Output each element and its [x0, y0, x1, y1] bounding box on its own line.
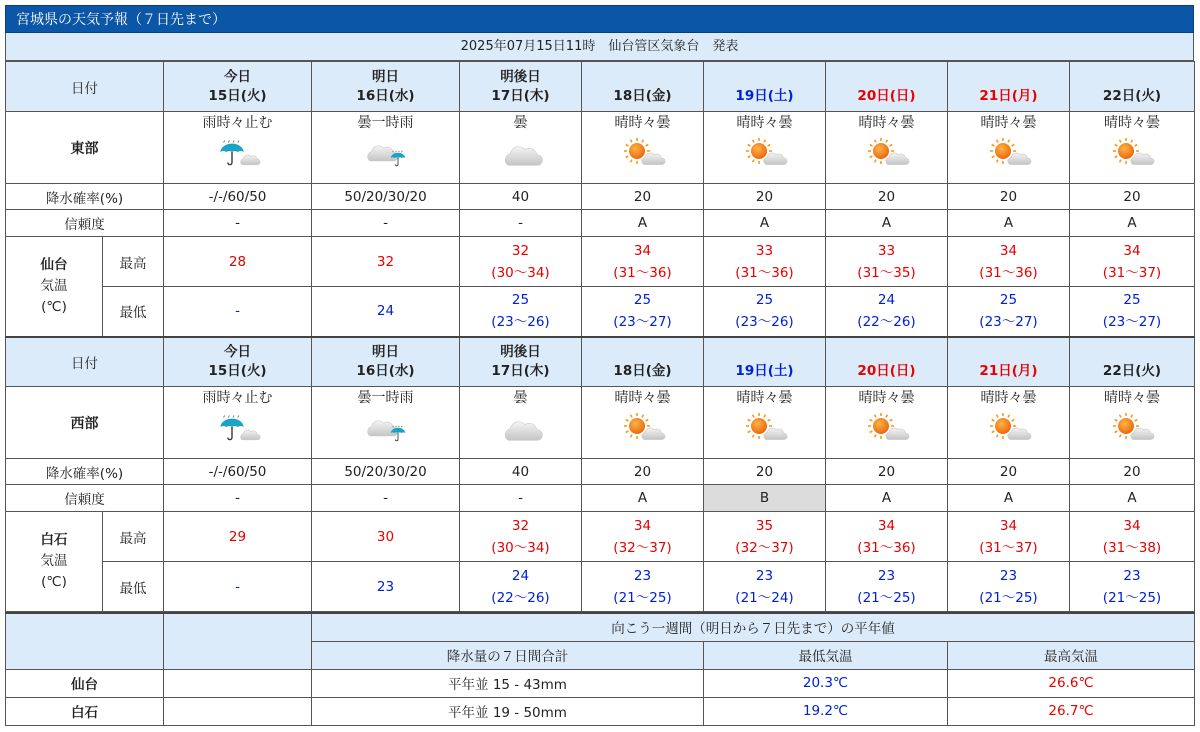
day-date: 20日(日) [857, 362, 916, 379]
day-date: 15日(火) [208, 87, 267, 104]
reliability-value: A [704, 210, 826, 237]
max-temp-cell [460, 512, 582, 562]
rain-umbrella-cloud-icon [212, 411, 264, 445]
min-temp-range: (23〜27) [1102, 314, 1162, 331]
min-temp-cell [312, 562, 460, 612]
min-temp-cell [582, 562, 704, 612]
pop-value: 20 [1070, 184, 1195, 210]
sun-cloud-icon [617, 136, 669, 170]
min-temp-cell [312, 287, 460, 337]
reliability-value: A [948, 485, 1070, 512]
normals-table [5, 612, 1195, 726]
min-temp-value: 23 [1123, 567, 1141, 584]
weather-row [6, 112, 1195, 184]
min-temp-value: 23 [633, 567, 652, 584]
weather-text: 曇 [513, 115, 528, 131]
issued-info: 2025年07月15日11時 仙台管区気象台 発表 [5, 33, 1194, 61]
max-temp-range: (31〜37) [1102, 264, 1162, 281]
pop-value: 40 [460, 459, 582, 485]
min-temp-range: (23〜26) [735, 314, 794, 331]
max-temp-value: 33 [755, 242, 774, 259]
min-temp-cell [460, 562, 582, 612]
city-temp-label [6, 237, 103, 337]
region-name: 東部 [6, 112, 164, 184]
city-temp-label [6, 512, 103, 612]
min-temp-cell [1070, 287, 1195, 337]
max-temp-range: (31〜36) [979, 264, 1038, 281]
weather-text: 雨時々止む [202, 115, 273, 131]
normals-blank [6, 613, 164, 669]
max-label: 最高 [103, 237, 164, 287]
max-temp-value: 34 [633, 517, 652, 534]
day-date: 22日(火) [1102, 87, 1162, 104]
reliability-value: A [582, 210, 704, 237]
pop-value: 20 [826, 184, 948, 210]
day-header [582, 337, 704, 387]
max-temp-value: 32 [511, 517, 530, 534]
normals-precip: 平年並 15 - 43mm [312, 669, 704, 697]
min-temp-range: (21〜25) [613, 589, 672, 606]
normals-city: 仙台 [6, 669, 164, 697]
min-temp-value: 23 [999, 567, 1018, 584]
day-header [1070, 337, 1195, 387]
day-header [826, 62, 948, 112]
min-temp-row [6, 287, 1195, 337]
day-header [164, 337, 312, 387]
normals-row [6, 669, 1195, 697]
page-title: 宮城県の天気予報（７日先まで） [5, 5, 1194, 33]
pop-value: 20 [582, 184, 704, 210]
max-temp-cell [948, 237, 1070, 287]
max-temp-cell [826, 237, 948, 287]
day-label: 明日 [372, 343, 399, 360]
normals-blank [164, 669, 312, 697]
normals-city: 白石 [6, 697, 164, 725]
cloud-umbrella-icon [360, 136, 412, 170]
pop-value: 20 [704, 184, 826, 210]
day-date: 17日(木) [491, 362, 550, 379]
sun-cloud-icon [617, 411, 669, 445]
pop-label: 降水確率(%) [6, 459, 164, 485]
normals-precip: 平年並 19 - 50mm [312, 697, 704, 725]
day-header [460, 62, 582, 112]
max-temp-value: 29 [228, 528, 247, 545]
day-date: 18日(金) [613, 87, 672, 104]
weather-cell [948, 387, 1070, 459]
min-temp-range: (21〜25) [979, 589, 1038, 606]
reliability-row [6, 485, 1195, 512]
normals-blank [164, 613, 312, 669]
weather-cell [164, 112, 312, 184]
day-label: 明後日 [500, 343, 541, 360]
date-header-label: 日付 [6, 62, 164, 112]
reliability-value: A [826, 485, 948, 512]
max-temp-cell [704, 512, 826, 562]
max-temp-cell [164, 237, 312, 287]
weather-cell [1070, 387, 1195, 459]
min-temp-cell [164, 287, 312, 337]
min-temp-range: (23〜27) [979, 314, 1038, 331]
pop-value: 20 [704, 459, 826, 485]
weather-text: 晴時々曇 [980, 390, 1037, 406]
day-label: 今日 [224, 68, 251, 85]
reliability-value: - [312, 485, 460, 512]
max-temp-range: (30〜34) [491, 264, 550, 281]
max-temp-value: 35 [755, 517, 774, 534]
region-name: 西部 [6, 387, 164, 459]
min-temp-value: 23 [877, 567, 896, 584]
max-temp-value: 34 [999, 242, 1018, 259]
pop-value: 20 [1070, 459, 1195, 485]
day-label: 明後日 [500, 68, 541, 85]
date-header-row [6, 337, 1195, 387]
weather-cell [460, 387, 582, 459]
forecast-table [5, 61, 1195, 612]
pop-value: 50/20/30/20 [312, 184, 460, 210]
weather-text: 雨時々止む [202, 390, 273, 406]
reliability-value: - [164, 485, 312, 512]
reliability-value: A [948, 210, 1070, 237]
min-temp-range: (23〜26) [491, 314, 550, 331]
min-temp-value: 24 [877, 292, 896, 309]
weather-text: 曇 [513, 390, 528, 406]
day-date: 15日(火) [208, 362, 267, 379]
cloud-icon [495, 136, 547, 170]
reliability-value: - [312, 210, 460, 237]
weather-cell [948, 112, 1070, 184]
reliability-row [6, 210, 1195, 237]
weather-text: 晴時々曇 [614, 390, 671, 406]
sun-cloud-icon [739, 411, 791, 445]
normals-title-row [6, 613, 1195, 641]
min-temp-value: 25 [999, 292, 1018, 309]
day-header [312, 62, 460, 112]
day-header [460, 337, 582, 387]
pop-value: 20 [582, 459, 704, 485]
max-temp-cell [582, 512, 704, 562]
min-temp-value: - [235, 578, 240, 595]
max-temp-range: (31〜35) [857, 264, 916, 281]
weather-text: 晴時々曇 [980, 115, 1037, 131]
weather-cell [826, 112, 948, 184]
max-temp-value: 30 [376, 528, 395, 545]
normals-min: 20.3℃ [704, 669, 948, 697]
max-label: 最高 [103, 512, 164, 562]
pop-value: 50/20/30/20 [312, 459, 460, 485]
weather-cell [704, 112, 826, 184]
day-date: 21日(月) [979, 362, 1038, 379]
reliability-label: 信頼度 [6, 485, 164, 512]
normals-max: 26.6℃ [948, 669, 1195, 697]
weather-row [6, 387, 1195, 459]
reliability-value: A [826, 210, 948, 237]
weather-cell [1070, 112, 1195, 184]
min-temp-cell [582, 287, 704, 337]
min-label: 最低 [103, 287, 164, 337]
normals-col-max: 最高気温 [948, 641, 1195, 669]
day-date: 19日(土) [735, 87, 794, 104]
temp-label: 気温 [40, 277, 68, 294]
pop-row [6, 459, 1195, 485]
weather-cell [582, 387, 704, 459]
day-date: 20日(日) [857, 87, 916, 104]
max-temp-range: (30〜34) [491, 539, 550, 556]
pop-value: 20 [948, 184, 1070, 210]
max-temp-range: (31〜38) [1102, 539, 1162, 556]
reliability-value: - [460, 485, 582, 512]
max-temp-range: (32〜37) [735, 539, 794, 556]
sun-cloud-icon [983, 136, 1035, 170]
pop-value: 20 [948, 459, 1070, 485]
max-temp-value: 28 [228, 253, 247, 270]
max-temp-cell [948, 512, 1070, 562]
forecast-panel [5, 5, 1194, 726]
reliability-value: - [460, 210, 582, 237]
min-temp-value: 24 [376, 303, 395, 320]
day-date: 16日(水) [356, 362, 415, 379]
day-header [164, 62, 312, 112]
max-temp-cell [164, 512, 312, 562]
min-temp-range: (21〜25) [1102, 589, 1162, 606]
min-temp-cell [948, 562, 1070, 612]
weather-text: 晴時々曇 [858, 390, 915, 406]
date-header-row [6, 62, 1195, 112]
min-temp-range: (22〜26) [491, 589, 550, 606]
sun-cloud-icon [983, 411, 1035, 445]
min-temp-range: (23〜27) [613, 314, 672, 331]
weather-cell [312, 387, 460, 459]
min-temp-cell [1070, 562, 1195, 612]
rain-umbrella-cloud-icon [212, 136, 264, 170]
min-temp-value: 25 [511, 292, 530, 309]
min-temp-value: - [235, 303, 240, 320]
max-temp-cell [704, 237, 826, 287]
max-temp-cell [1070, 237, 1195, 287]
normals-max: 26.7℃ [948, 697, 1195, 725]
min-temp-value: 24 [511, 567, 530, 584]
day-header [704, 337, 826, 387]
min-temp-range: (21〜25) [857, 589, 916, 606]
max-temp-cell [312, 237, 460, 287]
weather-text: 晴時々曇 [614, 115, 671, 131]
normals-min: 19.2℃ [704, 697, 948, 725]
min-temp-value: 23 [376, 578, 395, 595]
max-temp-range: (31〜37) [979, 539, 1038, 556]
weather-text: 晴時々曇 [1104, 390, 1160, 406]
max-temp-value: 34 [999, 517, 1018, 534]
weather-text: 晴時々曇 [736, 115, 793, 131]
pop-value: -/-/60/50 [164, 184, 312, 210]
weather-cell [164, 387, 312, 459]
sun-cloud-icon [1106, 411, 1158, 445]
max-temp-cell [582, 237, 704, 287]
min-temp-range: (21〜24) [735, 589, 794, 606]
min-temp-cell [704, 287, 826, 337]
max-temp-cell [1070, 512, 1195, 562]
weather-text: 曇一時雨 [357, 115, 414, 131]
max-temp-row [6, 237, 1195, 287]
max-temp-value: 34 [1123, 242, 1141, 259]
pop-value: 40 [460, 184, 582, 210]
min-temp-row [6, 562, 1195, 612]
min-label: 最低 [103, 562, 164, 612]
min-temp-cell [164, 562, 312, 612]
pop-label: 降水確率(%) [6, 184, 164, 210]
min-temp-cell [948, 287, 1070, 337]
day-header [948, 337, 1070, 387]
min-temp-value: 25 [1123, 292, 1141, 309]
day-label: 明日 [372, 68, 399, 85]
max-temp-value: 33 [877, 242, 896, 259]
reliability-value: - [164, 210, 312, 237]
min-temp-cell [704, 562, 826, 612]
day-header [1070, 62, 1195, 112]
max-temp-value: 34 [877, 517, 896, 534]
max-temp-value: 32 [511, 242, 530, 259]
weather-text: 晴時々曇 [736, 390, 793, 406]
weather-text: 晴時々曇 [858, 115, 915, 131]
cloud-umbrella-icon [360, 411, 412, 445]
min-temp-value: 25 [633, 292, 652, 309]
sun-cloud-icon [861, 411, 913, 445]
weather-cell [312, 112, 460, 184]
city-name: 白石 [40, 532, 68, 548]
reliability-value: A [1070, 210, 1195, 237]
weather-text: 曇一時雨 [357, 390, 414, 406]
max-temp-range: (31〜36) [735, 264, 794, 281]
min-temp-value: 25 [755, 292, 774, 309]
day-header [826, 337, 948, 387]
day-date: 22日(火) [1102, 362, 1162, 379]
max-temp-value: 32 [376, 253, 395, 270]
temp-unit: (℃) [41, 574, 67, 590]
max-temp-cell [826, 512, 948, 562]
normals-title: 向こう一週間（明日から７日先まで）の平年値 [312, 613, 1195, 641]
day-date: 18日(金) [613, 362, 672, 379]
weather-cell [826, 387, 948, 459]
weather-text: 晴時々曇 [1104, 115, 1160, 131]
pop-row [6, 184, 1195, 210]
normals-col-min: 最低気温 [704, 641, 948, 669]
min-temp-cell [826, 562, 948, 612]
temp-unit: (℃) [41, 298, 67, 315]
normals-col-precip: 降水量の７日間合計 [312, 641, 704, 669]
max-temp-value: 34 [633, 242, 652, 259]
normals-row [6, 697, 1195, 725]
date-header-label: 日付 [6, 337, 164, 387]
day-header [948, 62, 1070, 112]
weather-cell [704, 387, 826, 459]
max-temp-range: (32〜37) [613, 539, 672, 556]
min-temp-cell [460, 287, 582, 337]
day-date: 21日(月) [979, 87, 1038, 104]
city-name: 仙台 [40, 256, 68, 273]
pop-value: 20 [826, 459, 948, 485]
weather-cell [582, 112, 704, 184]
sun-cloud-icon [861, 136, 913, 170]
max-temp-range: (31〜36) [613, 264, 672, 281]
reliability-label: 信頼度 [6, 210, 164, 237]
min-temp-range: (22〜26) [857, 314, 916, 331]
pop-value: -/-/60/50 [164, 459, 312, 485]
max-temp-row [6, 512, 1195, 562]
day-header [704, 62, 826, 112]
temp-label: 気温 [40, 553, 68, 569]
reliability-value: A [1070, 485, 1195, 512]
max-temp-cell [312, 512, 460, 562]
max-temp-cell [460, 237, 582, 287]
reliability-value: B [704, 485, 826, 512]
max-temp-value: 34 [1123, 517, 1141, 534]
min-temp-cell [826, 287, 948, 337]
reliability-value: A [582, 485, 704, 512]
max-temp-range: (31〜36) [857, 539, 916, 556]
day-date: 19日(土) [735, 362, 794, 379]
day-date: 16日(水) [356, 87, 415, 104]
day-header [312, 337, 460, 387]
weather-cell [460, 112, 582, 184]
sun-cloud-icon [1106, 136, 1158, 170]
min-temp-value: 23 [755, 567, 774, 584]
day-label: 今日 [224, 343, 251, 360]
sun-cloud-icon [739, 136, 791, 170]
day-date: 17日(木) [491, 87, 550, 104]
normals-blank [164, 697, 312, 725]
cloud-icon [495, 411, 547, 445]
day-header [582, 62, 704, 112]
